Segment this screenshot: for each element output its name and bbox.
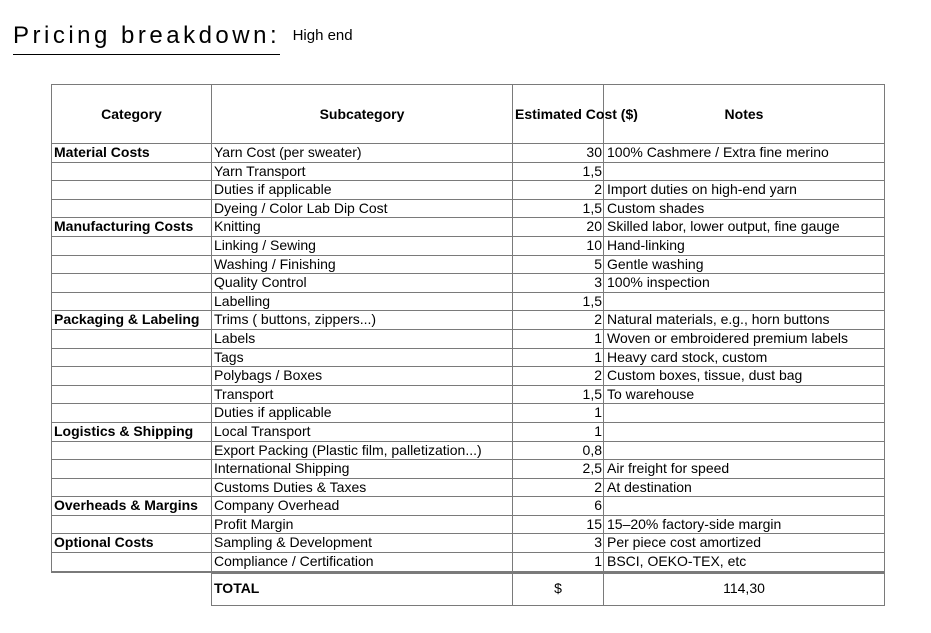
cell-notes: Skilled labor, lower output, fine gauge: [604, 218, 885, 237]
table-row: [52, 199, 885, 218]
cell-notes: Gentle washing: [604, 255, 885, 274]
cell-category: Packaging & Labeling: [52, 311, 212, 330]
cell-category: [52, 181, 212, 200]
cell-cost: 6: [513, 497, 604, 516]
table-row: [52, 144, 885, 163]
table-row: [52, 404, 885, 423]
cell-category: [52, 478, 212, 497]
table-row: [52, 441, 885, 460]
table-row: [52, 422, 885, 441]
cell-category: [52, 441, 212, 460]
cell-notes: [604, 497, 885, 516]
cell-cost: 10: [513, 236, 604, 255]
cell-notes: 15–20% factory-side margin: [604, 515, 885, 534]
cell-notes: [604, 404, 885, 423]
cell-notes: 100% inspection: [604, 274, 885, 293]
header-subcategory: Subcategory: [212, 85, 513, 144]
table-row: [52, 274, 885, 293]
cell-notes: Air freight for speed: [604, 460, 885, 479]
table-row: [52, 311, 885, 330]
cell-subcategory: Labelling: [212, 292, 513, 311]
cell-notes: Import duties on high-end yarn: [604, 181, 885, 200]
cell-category: [52, 274, 212, 293]
cell-notes: Custom shades: [604, 199, 885, 218]
cell-notes: [604, 441, 885, 460]
cell-notes: BSCI, OEKO-TEX, etc: [604, 553, 885, 572]
cell-cost: 2,5: [513, 460, 604, 479]
table-row: [52, 553, 885, 572]
cell-cost: 1,5: [513, 385, 604, 404]
cell-notes: Woven or embroidered premium labels: [604, 329, 885, 348]
page-header: [13, 22, 353, 56]
cell-category: [52, 236, 212, 255]
cell-subcategory: Washing / Finishing: [212, 255, 513, 274]
table-row: [52, 255, 885, 274]
cell-cost: 5: [513, 255, 604, 274]
cell-subcategory: Duties if applicable: [212, 404, 513, 423]
cell-category: [52, 348, 212, 367]
cell-subcategory: Dyeing / Color Lab Dip Cost: [212, 199, 513, 218]
table-row: [52, 292, 885, 311]
table-header-row: [52, 85, 885, 144]
cell-category: [52, 255, 212, 274]
page-subtitle: High end: [292, 27, 353, 45]
cell-subcategory: Yarn Cost (per sweater): [212, 144, 513, 163]
table-row: [52, 534, 885, 553]
cell-subcategory: Duties if applicable: [212, 181, 513, 200]
table-row: [52, 348, 885, 367]
cell-notes: 100% Cashmere / Extra fine merino: [604, 144, 885, 163]
cell-subcategory: Customs Duties & Taxes: [212, 478, 513, 497]
cell-subcategory: Company Overhead: [212, 497, 513, 516]
cell-subcategory: Labels: [212, 329, 513, 348]
cell-category: [52, 199, 212, 218]
cell-category: [52, 553, 212, 572]
cell-category: Overheads & Margins: [52, 497, 212, 516]
cell-cost: 1: [513, 422, 604, 441]
table-row: [52, 218, 885, 237]
table-row: [52, 367, 885, 386]
cell-cost: 1: [513, 329, 604, 348]
cell-subcategory: Polybags / Boxes: [212, 367, 513, 386]
table-row: [52, 329, 885, 348]
total-spacer: [52, 573, 212, 605]
cell-cost: 20: [513, 218, 604, 237]
cell-subcategory: Local Transport: [212, 422, 513, 441]
total-row: [52, 573, 885, 605]
total-value: 114,30: [604, 573, 885, 605]
cell-cost: 1,5: [513, 162, 604, 181]
table-row: [52, 236, 885, 255]
cell-subcategory: Sampling & Development: [212, 534, 513, 553]
cell-subcategory: Profit Margin: [212, 515, 513, 534]
table-row: [52, 515, 885, 534]
table-row: [52, 385, 885, 404]
cell-category: [52, 329, 212, 348]
cell-notes: Hand-linking: [604, 236, 885, 255]
cell-subcategory: Yarn Transport: [212, 162, 513, 181]
cell-cost: 15: [513, 515, 604, 534]
cell-category: [52, 404, 212, 423]
cell-subcategory: Trims ( buttons, zippers...): [212, 311, 513, 330]
cell-category: [52, 292, 212, 311]
cell-notes: [604, 292, 885, 311]
cell-cost: 3: [513, 534, 604, 553]
cell-notes: Per piece cost amortized: [604, 534, 885, 553]
total-label: TOTAL: [212, 573, 513, 605]
header-category: Category: [52, 85, 212, 144]
table-row: [52, 478, 885, 497]
cell-notes: To warehouse: [604, 385, 885, 404]
cell-subcategory: International Shipping: [212, 460, 513, 479]
cell-notes: [604, 162, 885, 181]
cell-subcategory: Compliance / Certification: [212, 553, 513, 572]
table-row: [52, 162, 885, 181]
header-estimated-cost: Estimated Cost ($): [513, 85, 604, 144]
cell-cost: 1: [513, 348, 604, 367]
table-body: [52, 144, 885, 572]
cell-cost: 1: [513, 404, 604, 423]
cell-subcategory: Export Packing (Plastic film, palletization...): [212, 441, 513, 460]
cell-subcategory: Linking / Sewing: [212, 236, 513, 255]
cell-cost: 1: [513, 553, 604, 572]
cell-category: [52, 515, 212, 534]
cell-category: Material Costs: [52, 144, 212, 163]
cell-subcategory: Quality Control: [212, 274, 513, 293]
cell-notes: Heavy card stock, custom: [604, 348, 885, 367]
total-currency: $: [513, 573, 604, 605]
cell-cost: 3: [513, 274, 604, 293]
cell-category: Optional Costs: [52, 534, 212, 553]
cell-category: [52, 385, 212, 404]
cell-category: [52, 460, 212, 479]
cell-subcategory: Tags: [212, 348, 513, 367]
cell-cost: 2: [513, 181, 604, 200]
table-row: [52, 460, 885, 479]
cell-notes: At destination: [604, 478, 885, 497]
table-row: [52, 497, 885, 516]
cell-category: Manufacturing Costs: [52, 218, 212, 237]
cell-cost: 2: [513, 311, 604, 330]
cell-category: [52, 367, 212, 386]
cell-cost: 30: [513, 144, 604, 163]
cell-notes: Natural materials, e.g., horn buttons: [604, 311, 885, 330]
cell-subcategory: Transport: [212, 385, 513, 404]
cell-cost: 2: [513, 367, 604, 386]
page-title: Pricing breakdown:: [13, 22, 280, 55]
pricing-table: [51, 84, 885, 606]
cell-cost: 1,5: [513, 199, 604, 218]
cell-cost: 2: [513, 478, 604, 497]
cell-subcategory: Knitting: [212, 218, 513, 237]
cell-cost: 1,5: [513, 292, 604, 311]
cell-cost: 0,8: [513, 441, 604, 460]
table-row: [52, 181, 885, 200]
cell-notes: [604, 422, 885, 441]
cell-category: Logistics & Shipping: [52, 422, 212, 441]
header-notes: Notes: [604, 85, 885, 144]
cell-notes: Custom boxes, tissue, dust bag: [604, 367, 885, 386]
cell-category: [52, 162, 212, 181]
